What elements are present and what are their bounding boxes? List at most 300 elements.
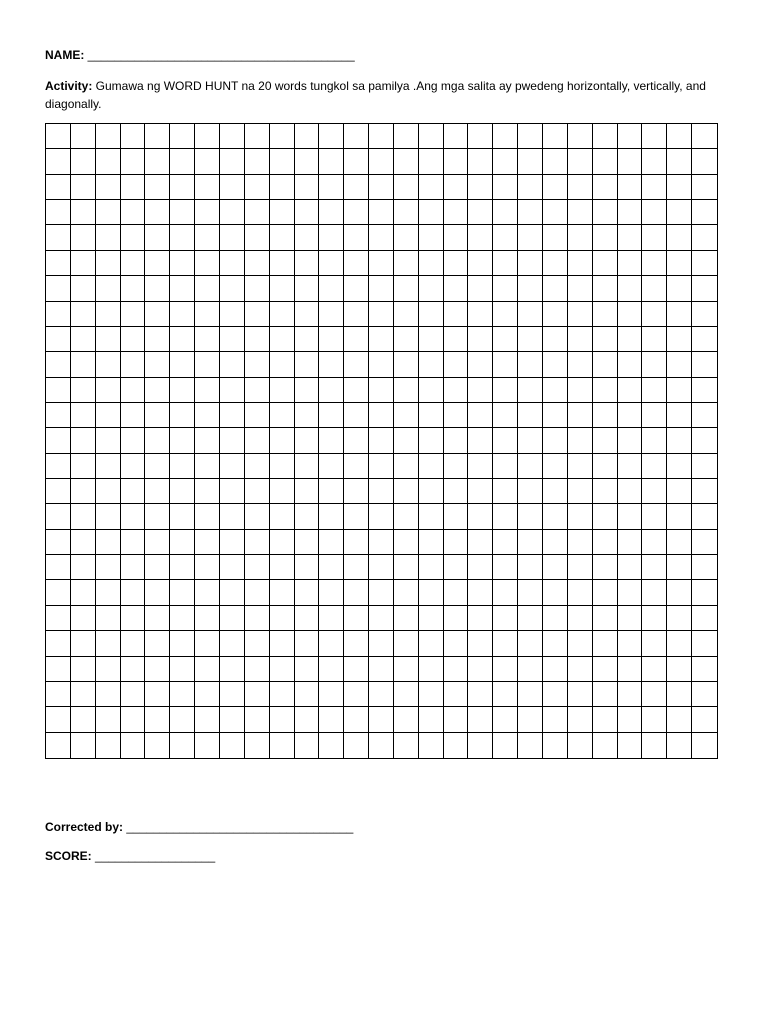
grid-cell[interactable] — [518, 682, 543, 707]
grid-cell[interactable] — [319, 479, 344, 504]
grid-cell[interactable] — [170, 631, 195, 656]
grid-cell[interactable] — [195, 657, 220, 682]
grid-cell[interactable] — [369, 657, 394, 682]
grid-cell[interactable] — [444, 327, 469, 352]
grid-cell[interactable] — [344, 580, 369, 605]
grid-cell[interactable] — [493, 251, 518, 276]
grid-cell[interactable] — [642, 251, 667, 276]
grid-cell[interactable] — [518, 428, 543, 453]
grid-cell[interactable] — [369, 479, 394, 504]
grid-cell[interactable] — [642, 428, 667, 453]
grid-cell[interactable] — [593, 352, 618, 377]
grid-cell[interactable] — [220, 302, 245, 327]
grid-cell[interactable] — [419, 403, 444, 428]
grid-cell[interactable] — [419, 733, 444, 758]
grid-cell[interactable] — [71, 479, 96, 504]
grid-cell[interactable] — [195, 631, 220, 656]
grid-cell[interactable] — [121, 403, 146, 428]
grid-cell[interactable] — [394, 378, 419, 403]
grid-cell[interactable] — [593, 733, 618, 758]
grid-cell[interactable] — [642, 403, 667, 428]
grid-cell[interactable] — [419, 657, 444, 682]
grid-cell[interactable] — [71, 352, 96, 377]
grid-cell[interactable] — [419, 682, 444, 707]
grid-cell[interactable] — [245, 175, 270, 200]
grid-cell[interactable] — [71, 657, 96, 682]
grid-cell[interactable] — [245, 454, 270, 479]
grid-cell[interactable] — [468, 225, 493, 250]
grid-cell[interactable] — [96, 657, 121, 682]
grid-cell[interactable] — [593, 403, 618, 428]
grid-cell[interactable] — [96, 200, 121, 225]
grid-cell[interactable] — [96, 707, 121, 732]
grid-cell[interactable] — [568, 479, 593, 504]
grid-cell[interactable] — [593, 631, 618, 656]
grid-cell[interactable] — [444, 428, 469, 453]
grid-cell[interactable] — [220, 504, 245, 529]
grid-cell[interactable] — [145, 428, 170, 453]
grid-cell[interactable] — [568, 175, 593, 200]
grid-cell[interactable] — [642, 631, 667, 656]
grid-cell[interactable] — [46, 225, 71, 250]
grid-cell[interactable] — [618, 428, 643, 453]
grid-cell[interactable] — [444, 378, 469, 403]
grid-cell[interactable] — [145, 682, 170, 707]
grid-cell[interactable] — [245, 428, 270, 453]
grid-cell[interactable] — [618, 479, 643, 504]
grid-cell[interactable] — [319, 378, 344, 403]
grid-cell[interactable] — [419, 200, 444, 225]
grid-cell[interactable] — [295, 175, 320, 200]
grid-cell[interactable] — [667, 479, 692, 504]
grid-cell[interactable] — [319, 555, 344, 580]
grid-cell[interactable] — [121, 175, 146, 200]
grid-cell[interactable] — [568, 504, 593, 529]
grid-cell[interactable] — [170, 378, 195, 403]
grid-cell[interactable] — [468, 580, 493, 605]
grid-cell[interactable] — [518, 378, 543, 403]
grid-cell[interactable] — [319, 175, 344, 200]
grid-cell[interactable] — [518, 124, 543, 149]
grid-cell[interactable] — [568, 733, 593, 758]
grid-cell[interactable] — [270, 327, 295, 352]
grid-cell[interactable] — [444, 403, 469, 428]
grid-cell[interactable] — [121, 200, 146, 225]
grid-cell[interactable] — [568, 352, 593, 377]
grid-cell[interactable] — [444, 606, 469, 631]
grid-cell[interactable] — [170, 225, 195, 250]
grid-cell[interactable] — [245, 276, 270, 301]
grid-cell[interactable] — [319, 657, 344, 682]
grid-cell[interactable] — [121, 504, 146, 529]
grid-cell[interactable] — [170, 454, 195, 479]
grid-cell[interactable] — [394, 403, 419, 428]
grid-cell[interactable] — [170, 403, 195, 428]
grid-cell[interactable] — [195, 555, 220, 580]
grid-cell[interactable] — [568, 631, 593, 656]
grid-cell[interactable] — [369, 733, 394, 758]
grid-cell[interactable] — [468, 352, 493, 377]
grid-cell[interactable] — [493, 631, 518, 656]
grid-cell[interactable] — [245, 124, 270, 149]
grid-cell[interactable] — [618, 657, 643, 682]
grid-cell[interactable] — [543, 302, 568, 327]
grid-cell[interactable] — [71, 606, 96, 631]
grid-cell[interactable] — [369, 580, 394, 605]
grid-cell[interactable] — [319, 428, 344, 453]
grid-cell[interactable] — [618, 200, 643, 225]
grid-cell[interactable] — [419, 175, 444, 200]
grid-cell[interactable] — [394, 530, 419, 555]
grid-cell[interactable] — [220, 225, 245, 250]
grid-cell[interactable] — [593, 479, 618, 504]
grid-cell[interactable] — [121, 327, 146, 352]
grid-cell[interactable] — [419, 606, 444, 631]
grid-cell[interactable] — [46, 352, 71, 377]
grid-cell[interactable] — [96, 276, 121, 301]
grid-cell[interactable] — [195, 175, 220, 200]
grid-cell[interactable] — [170, 276, 195, 301]
grid-cell[interactable] — [71, 200, 96, 225]
grid-cell[interactable] — [319, 225, 344, 250]
grid-cell[interactable] — [692, 479, 717, 504]
grid-cell[interactable] — [270, 175, 295, 200]
grid-cell[interactable] — [667, 352, 692, 377]
grid-cell[interactable] — [145, 454, 170, 479]
grid-cell[interactable] — [295, 454, 320, 479]
grid-cell[interactable] — [543, 378, 568, 403]
grid-cell[interactable] — [394, 580, 419, 605]
grid-cell[interactable] — [145, 200, 170, 225]
grid-cell[interactable] — [270, 555, 295, 580]
grid-cell[interactable] — [319, 251, 344, 276]
grid-cell[interactable] — [618, 504, 643, 529]
grid-cell[interactable] — [245, 302, 270, 327]
grid-cell[interactable] — [493, 175, 518, 200]
grid-cell[interactable] — [543, 454, 568, 479]
grid-cell[interactable] — [667, 606, 692, 631]
grid-cell[interactable] — [145, 352, 170, 377]
grid-cell[interactable] — [468, 555, 493, 580]
grid-cell[interactable] — [245, 657, 270, 682]
grid-cell[interactable] — [220, 403, 245, 428]
grid-cell[interactable] — [642, 200, 667, 225]
grid-cell[interactable] — [493, 504, 518, 529]
grid-cell[interactable] — [419, 378, 444, 403]
grid-cell[interactable] — [145, 555, 170, 580]
grid-cell[interactable] — [319, 327, 344, 352]
grid-cell[interactable] — [369, 403, 394, 428]
grid-cell[interactable] — [543, 175, 568, 200]
grid-cell[interactable] — [394, 225, 419, 250]
grid-cell[interactable] — [642, 555, 667, 580]
grid-cell[interactable] — [419, 631, 444, 656]
grid-cell[interactable] — [170, 555, 195, 580]
grid-cell[interactable] — [46, 530, 71, 555]
grid-cell[interactable] — [394, 504, 419, 529]
grid-cell[interactable] — [71, 733, 96, 758]
grid-cell[interactable] — [46, 276, 71, 301]
grid-cell[interactable] — [245, 251, 270, 276]
grid-cell[interactable] — [593, 555, 618, 580]
grid-cell[interactable] — [543, 657, 568, 682]
grid-cell[interactable] — [46, 403, 71, 428]
grid-cell[interactable] — [593, 580, 618, 605]
grid-cell[interactable] — [468, 124, 493, 149]
grid-cell[interactable] — [692, 327, 717, 352]
grid-cell[interactable] — [121, 454, 146, 479]
grid-cell[interactable] — [195, 327, 220, 352]
grid-cell[interactable] — [543, 555, 568, 580]
grid-cell[interactable] — [121, 124, 146, 149]
grid-cell[interactable] — [493, 657, 518, 682]
grid-cell[interactable] — [145, 302, 170, 327]
grid-cell[interactable] — [145, 657, 170, 682]
grid-cell[interactable] — [295, 479, 320, 504]
grid-cell[interactable] — [518, 251, 543, 276]
grid-cell[interactable] — [270, 606, 295, 631]
grid-cell[interactable] — [319, 580, 344, 605]
grid-cell[interactable] — [270, 682, 295, 707]
grid-cell[interactable] — [195, 682, 220, 707]
grid-cell[interactable] — [145, 378, 170, 403]
grid-cell[interactable] — [344, 707, 369, 732]
grid-cell[interactable] — [369, 276, 394, 301]
grid-cell[interactable] — [444, 352, 469, 377]
grid-cell[interactable] — [170, 682, 195, 707]
grid-cell[interactable] — [71, 504, 96, 529]
grid-cell[interactable] — [493, 378, 518, 403]
grid-cell[interactable] — [369, 149, 394, 174]
grid-cell[interactable] — [46, 428, 71, 453]
grid-cell[interactable] — [369, 327, 394, 352]
grid-cell[interactable] — [270, 580, 295, 605]
grid-cell[interactable] — [369, 555, 394, 580]
grid-cell[interactable] — [96, 175, 121, 200]
grid-cell[interactable] — [270, 225, 295, 250]
grid-cell[interactable] — [493, 403, 518, 428]
grid-cell[interactable] — [195, 124, 220, 149]
grid-cell[interactable] — [369, 707, 394, 732]
grid-cell[interactable] — [419, 251, 444, 276]
grid-cell[interactable] — [96, 327, 121, 352]
grid-cell[interactable] — [121, 733, 146, 758]
grid-cell[interactable] — [96, 580, 121, 605]
grid-cell[interactable] — [195, 707, 220, 732]
grid-cell[interactable] — [319, 124, 344, 149]
grid-cell[interactable] — [170, 302, 195, 327]
grid-cell[interactable] — [295, 631, 320, 656]
grid-cell[interactable] — [692, 302, 717, 327]
grid-cell[interactable] — [568, 200, 593, 225]
grid-cell[interactable] — [319, 149, 344, 174]
grid-cell[interactable] — [96, 555, 121, 580]
grid-cell[interactable] — [518, 530, 543, 555]
grid-cell[interactable] — [468, 251, 493, 276]
grid-cell[interactable] — [295, 378, 320, 403]
grid-cell[interactable] — [543, 276, 568, 301]
grid-cell[interactable] — [344, 225, 369, 250]
grid-cell[interactable] — [493, 707, 518, 732]
grid-cell[interactable] — [344, 733, 369, 758]
grid-cell[interactable] — [493, 352, 518, 377]
grid-cell[interactable] — [593, 200, 618, 225]
grid-cell[interactable] — [245, 200, 270, 225]
grid-cell[interactable] — [692, 149, 717, 174]
grid-cell[interactable] — [543, 200, 568, 225]
grid-cell[interactable] — [642, 124, 667, 149]
grid-cell[interactable] — [121, 682, 146, 707]
grid-cell[interactable] — [642, 657, 667, 682]
grid-cell[interactable] — [518, 225, 543, 250]
grid-cell[interactable] — [394, 352, 419, 377]
grid-cell[interactable] — [245, 530, 270, 555]
grid-cell[interactable] — [195, 276, 220, 301]
grid-cell[interactable] — [344, 200, 369, 225]
grid-cell[interactable] — [220, 327, 245, 352]
grid-cell[interactable] — [344, 530, 369, 555]
grid-cell[interactable] — [444, 707, 469, 732]
grid-cell[interactable] — [667, 327, 692, 352]
grid-cell[interactable] — [468, 631, 493, 656]
grid-cell[interactable] — [518, 352, 543, 377]
grid-cell[interactable] — [369, 200, 394, 225]
grid-cell[interactable] — [170, 327, 195, 352]
grid-cell[interactable] — [344, 276, 369, 301]
grid-cell[interactable] — [195, 200, 220, 225]
grid-cell[interactable] — [121, 302, 146, 327]
grid-cell[interactable] — [344, 124, 369, 149]
grid-cell[interactable] — [170, 175, 195, 200]
grid-cell[interactable] — [96, 251, 121, 276]
grid-cell[interactable] — [667, 378, 692, 403]
grid-cell[interactable] — [667, 682, 692, 707]
grid-cell[interactable] — [568, 454, 593, 479]
grid-cell[interactable] — [270, 504, 295, 529]
grid-cell[interactable] — [493, 225, 518, 250]
grid-cell[interactable] — [220, 555, 245, 580]
grid-cell[interactable] — [444, 251, 469, 276]
grid-cell[interactable] — [220, 124, 245, 149]
grid-cell[interactable] — [195, 403, 220, 428]
grid-cell[interactable] — [667, 454, 692, 479]
score-field[interactable]: __________________ — [95, 849, 216, 863]
grid-cell[interactable] — [692, 251, 717, 276]
grid-cell[interactable] — [71, 124, 96, 149]
grid-cell[interactable] — [618, 175, 643, 200]
grid-cell[interactable] — [121, 276, 146, 301]
grid-cell[interactable] — [667, 276, 692, 301]
grid-cell[interactable] — [444, 276, 469, 301]
grid-cell[interactable] — [568, 580, 593, 605]
grid-cell[interactable] — [270, 200, 295, 225]
grid-cell[interactable] — [394, 124, 419, 149]
grid-cell[interactable] — [568, 124, 593, 149]
grid-cell[interactable] — [220, 580, 245, 605]
grid-cell[interactable] — [692, 707, 717, 732]
grid-cell[interactable] — [444, 175, 469, 200]
grid-cell[interactable] — [295, 580, 320, 605]
grid-cell[interactable] — [419, 124, 444, 149]
grid-cell[interactable] — [593, 302, 618, 327]
grid-cell[interactable] — [493, 302, 518, 327]
grid-cell[interactable] — [468, 378, 493, 403]
grid-cell[interactable] — [344, 302, 369, 327]
grid-cell[interactable] — [270, 479, 295, 504]
grid-cell[interactable] — [270, 378, 295, 403]
grid-cell[interactable] — [195, 454, 220, 479]
grid-cell[interactable] — [493, 327, 518, 352]
grid-cell[interactable] — [518, 631, 543, 656]
grid-cell[interactable] — [419, 225, 444, 250]
grid-cell[interactable] — [667, 225, 692, 250]
grid-cell[interactable] — [295, 276, 320, 301]
grid-cell[interactable] — [468, 504, 493, 529]
grid-cell[interactable] — [220, 682, 245, 707]
grid-cell[interactable] — [394, 707, 419, 732]
grid-cell[interactable] — [419, 555, 444, 580]
grid-cell[interactable] — [593, 428, 618, 453]
grid-cell[interactable] — [170, 352, 195, 377]
grid-cell[interactable] — [419, 580, 444, 605]
grid-cell[interactable] — [568, 707, 593, 732]
grid-cell[interactable] — [46, 454, 71, 479]
grid-cell[interactable] — [493, 733, 518, 758]
grid-cell[interactable] — [245, 352, 270, 377]
grid-cell[interactable] — [593, 606, 618, 631]
grid-cell[interactable] — [71, 555, 96, 580]
grid-cell[interactable] — [444, 631, 469, 656]
grid-cell[interactable] — [195, 504, 220, 529]
grid-cell[interactable] — [419, 327, 444, 352]
grid-cell[interactable] — [71, 378, 96, 403]
grid-cell[interactable] — [692, 631, 717, 656]
grid-cell[interactable] — [543, 733, 568, 758]
grid-cell[interactable] — [493, 428, 518, 453]
grid-cell[interactable] — [468, 302, 493, 327]
grid-cell[interactable] — [692, 555, 717, 580]
grid-cell[interactable] — [543, 504, 568, 529]
grid-cell[interactable] — [145, 149, 170, 174]
grid-cell[interactable] — [568, 403, 593, 428]
grid-cell[interactable] — [344, 327, 369, 352]
grid-cell[interactable] — [667, 707, 692, 732]
grid-cell[interactable] — [195, 302, 220, 327]
grid-cell[interactable] — [71, 707, 96, 732]
grid-cell[interactable] — [245, 580, 270, 605]
grid-cell[interactable] — [593, 175, 618, 200]
grid-cell[interactable] — [394, 555, 419, 580]
grid-cell[interactable] — [295, 327, 320, 352]
grid-cell[interactable] — [468, 606, 493, 631]
grid-cell[interactable] — [493, 530, 518, 555]
grid-cell[interactable] — [493, 606, 518, 631]
grid-cell[interactable] — [270, 657, 295, 682]
grid-cell[interactable] — [543, 606, 568, 631]
grid-cell[interactable] — [344, 251, 369, 276]
grid-cell[interactable] — [568, 149, 593, 174]
grid-cell[interactable] — [295, 124, 320, 149]
grid-cell[interactable] — [468, 479, 493, 504]
grid-cell[interactable] — [270, 352, 295, 377]
grid-cell[interactable] — [642, 175, 667, 200]
grid-cell[interactable] — [270, 149, 295, 174]
grid-cell[interactable] — [46, 580, 71, 605]
grid-cell[interactable] — [344, 454, 369, 479]
grid-cell[interactable] — [170, 606, 195, 631]
grid-cell[interactable] — [419, 428, 444, 453]
grid-cell[interactable] — [692, 733, 717, 758]
